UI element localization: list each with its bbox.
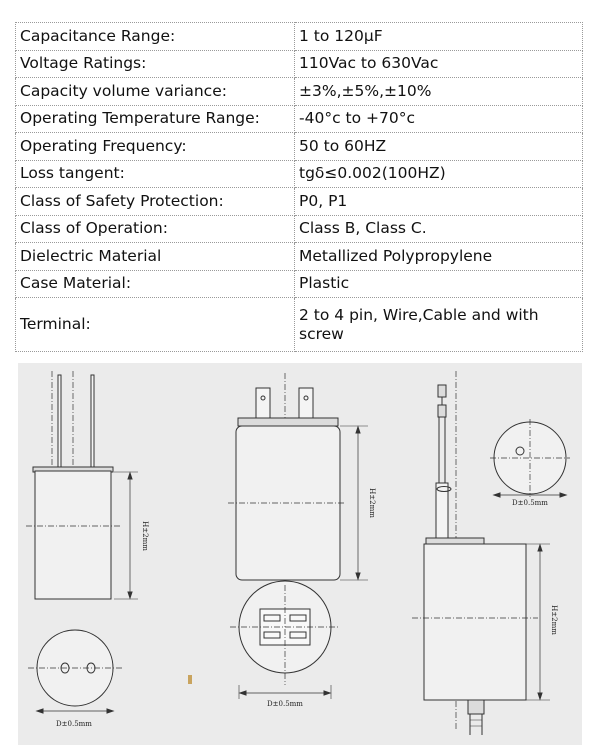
spec-table: [15, 22, 583, 352]
spec-label: Voltage Ratings:: [16, 50, 295, 78]
spec-label: Loss tangent:: [16, 160, 295, 188]
spec-label: Operating Frequency:: [16, 133, 295, 161]
spec-row: [16, 188, 583, 216]
spec-row: [16, 133, 583, 161]
height-dim-label-1: H±2mm: [141, 521, 149, 551]
spec-value: -40°c to +70°c: [295, 105, 583, 133]
spec-value: 2 to 4 pin, Wire,Cable and with screw: [295, 298, 583, 352]
drawing-wire-capacitor: [412, 371, 570, 735]
capacitor-drawings-panel: [18, 363, 582, 745]
spec-row: [16, 243, 583, 271]
spec-row: [16, 50, 583, 78]
spec-value: 1 to 120μF: [295, 23, 583, 51]
diameter-dim-label-1: D±0.5mm: [56, 720, 92, 728]
spec-value: Metallized Polypropylene: [295, 243, 583, 271]
spec-label: Dielectric Material: [16, 243, 295, 271]
spec-value: Class B, Class C.: [295, 215, 583, 243]
diameter-dim-label-3: D±0.5mm: [512, 499, 548, 507]
spec-value: tgδ≤0.002(100HZ): [295, 160, 583, 188]
spec-row: [16, 215, 583, 243]
spec-label: Operating Temperature Range:: [16, 105, 295, 133]
spec-row: [16, 78, 583, 106]
spec-value: 110Vac to 630Vac: [295, 50, 583, 78]
spec-row: [16, 23, 583, 51]
marker-dot: [188, 675, 192, 684]
capacitor-drawings: [18, 363, 582, 745]
spec-value: 50 to 60HZ: [295, 133, 583, 161]
spec-value: P0, P1: [295, 188, 583, 216]
diameter-dim-label-2: D±0.5mm: [267, 700, 303, 708]
spec-label: Capacity volume variance:: [16, 78, 295, 106]
spec-label: Terminal:: [16, 298, 295, 352]
spec-row: [16, 105, 583, 133]
spec-row: [16, 160, 583, 188]
spec-row: [16, 298, 583, 352]
drawing-tab-capacitor: [228, 373, 368, 699]
spec-label: Class of Operation:: [16, 215, 295, 243]
height-dim-label-3: H±2mm: [550, 605, 558, 635]
spec-value: ±3%,±5%,±10%: [295, 78, 583, 106]
spec-label: Class of Safety Protection:: [16, 188, 295, 216]
spec-label: Case Material:: [16, 270, 295, 298]
spec-value: Plastic: [295, 270, 583, 298]
spec-row: [16, 270, 583, 298]
spec-label: Capacitance Range:: [16, 23, 295, 51]
drawing-pin-capacitor: [26, 371, 138, 713]
height-dim-label-2: H±2mm: [368, 488, 376, 518]
